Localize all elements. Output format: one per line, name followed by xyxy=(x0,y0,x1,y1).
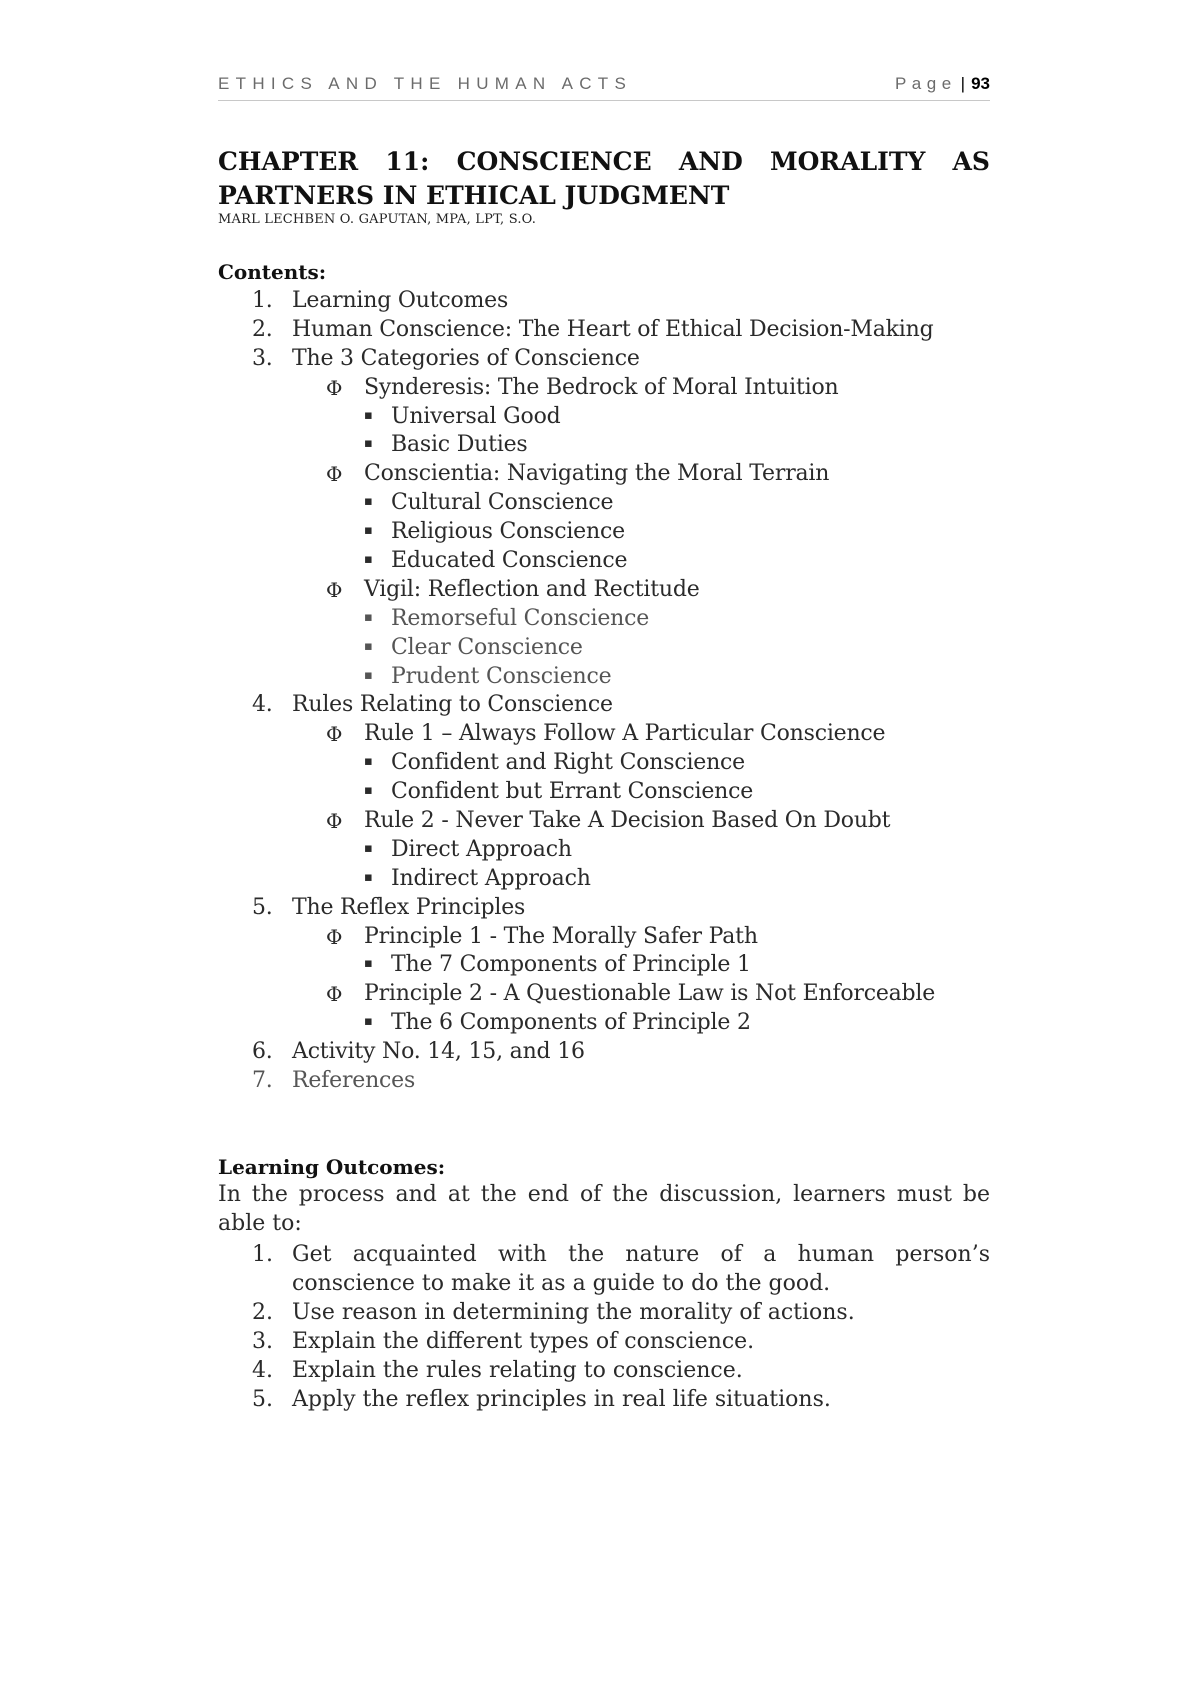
contents-list xyxy=(0,287,1200,1096)
contents-item xyxy=(0,951,1200,980)
contents-item xyxy=(0,518,1200,547)
contents-item xyxy=(0,403,1200,432)
phi-bullet-icon: Φ xyxy=(326,809,343,834)
contents-item-text: Conscientia: Navigating the Moral Terrain xyxy=(364,461,830,487)
contents-item-text: Confident but Errant Conscience xyxy=(391,779,754,805)
square-bullet-icon: ▪ xyxy=(364,956,373,972)
contents-item-text: The 3 Categories of Conscience xyxy=(292,345,640,371)
contents-item-text: Principle 1 - The Morally Safer Path xyxy=(364,923,758,949)
square-bullet-icon: ▪ xyxy=(364,407,373,423)
contents-item xyxy=(0,980,1200,1009)
phi-bullet-icon: Φ xyxy=(326,462,343,487)
contents-item-text: Activity No. 14, 15, and 16 xyxy=(292,1039,585,1065)
square-bullet-icon: ▪ xyxy=(364,869,373,885)
phi-bullet-icon: Φ xyxy=(326,375,343,400)
contents-item-text: Cultural Conscience xyxy=(391,490,614,516)
contents-item-text: Vigil: Reflection and Rectitude xyxy=(364,576,700,602)
contents-item-text: Direct Approach xyxy=(391,836,572,862)
contents-item xyxy=(0,547,1200,576)
learning-outcome-item xyxy=(0,1385,1200,1414)
contents-item xyxy=(0,894,1200,923)
contents-item-text: Rule 1 – Always Follow A Particular Conscience xyxy=(364,721,886,747)
contents-item-text: Clear Conscience xyxy=(391,634,583,660)
author-line: MARL LECHBEN O. GAPUTAN, MPA, LPT, S.O. xyxy=(218,212,537,227)
phi-bullet-icon: Φ xyxy=(326,577,343,602)
square-bullet-icon: ▪ xyxy=(364,523,373,539)
contents-item-text: Basic Duties xyxy=(391,432,528,458)
contents-item xyxy=(0,1038,1200,1067)
learning-outcome-text: Use reason in determining the morality of actions. xyxy=(292,1300,855,1325)
square-bullet-icon: ▪ xyxy=(364,638,373,654)
contents-item-text: The 7 Components of Principle 1 xyxy=(391,952,751,978)
item-number: 3. xyxy=(252,1329,273,1354)
chapter-title: CHAPTER 11: CONSCIENCE AND MORALITY AS PARTNERS IN ETHICAL JUDGMENT xyxy=(218,147,990,210)
learning-outcome-text: Apply the reflex principles in real life situations. xyxy=(292,1387,831,1412)
item-number: 1. xyxy=(252,288,273,313)
contents-item xyxy=(0,807,1200,836)
square-bullet-icon: ▪ xyxy=(364,552,373,568)
contents-item-text: Learning Outcomes xyxy=(292,288,509,313)
contents-item xyxy=(0,634,1200,663)
learning-outcome-text: Get acquainted with the nature of a human person’s conscience to make it as a guide to do the good. xyxy=(292,1242,990,1296)
square-bullet-icon: ▪ xyxy=(364,436,373,452)
contents-item xyxy=(0,316,1200,345)
square-bullet-icon: ▪ xyxy=(364,609,373,625)
running-title: ETHICS AND THE HUMAN ACTS xyxy=(218,74,633,93)
contents-item-text: The Reflex Principles xyxy=(292,894,526,920)
contents-item xyxy=(0,663,1200,692)
contents-heading: Contents: xyxy=(218,260,327,284)
phi-bullet-icon: Φ xyxy=(326,924,343,949)
item-number: 3. xyxy=(252,345,273,371)
learning-outcome-item xyxy=(0,1240,1200,1298)
contents-item-text: Synderesis: The Bedrock of Moral Intuition xyxy=(364,374,839,400)
square-bullet-icon: ▪ xyxy=(364,840,373,856)
contents-item-text: Prudent Conscience xyxy=(391,663,612,689)
item-number: 4. xyxy=(252,692,273,718)
contents-item xyxy=(0,1067,1200,1096)
contents-item-text: Confident and Right Conscience xyxy=(391,750,746,776)
item-number: 2. xyxy=(252,316,273,342)
contents-item-text: Educated Conscience xyxy=(391,548,628,574)
item-number: 5. xyxy=(252,894,273,920)
contents-item xyxy=(0,720,1200,749)
square-bullet-icon: ▪ xyxy=(364,754,373,770)
contents-item xyxy=(0,605,1200,634)
item-number: 5. xyxy=(252,1387,273,1412)
page-number-label xyxy=(895,74,990,94)
square-bullet-icon: ▪ xyxy=(364,667,373,683)
learning-outcomes-heading: Learning Outcomes: xyxy=(218,1155,446,1179)
contents-item-text: Rules Relating to Conscience xyxy=(292,692,613,718)
contents-item-text: References xyxy=(292,1068,416,1094)
contents-item-text: The 6 Components of Principle 2 xyxy=(391,1010,751,1036)
contents-item xyxy=(0,749,1200,778)
contents-item xyxy=(0,431,1200,460)
contents-item xyxy=(0,778,1200,807)
item-number: 2. xyxy=(252,1300,273,1325)
learning-outcome-text: Explain the different types of conscience. xyxy=(292,1329,755,1354)
contents-item xyxy=(0,460,1200,489)
learning-outcome-item xyxy=(0,1327,1200,1356)
running-header xyxy=(218,72,990,101)
contents-item-text: Indirect Approach xyxy=(391,865,591,891)
contents-item xyxy=(0,1009,1200,1038)
learning-outcome-item xyxy=(0,1356,1200,1385)
square-bullet-icon: ▪ xyxy=(364,783,373,799)
contents-item xyxy=(0,576,1200,605)
contents-item xyxy=(0,691,1200,720)
learning-outcomes-list xyxy=(0,1240,1200,1414)
page-number: 93 xyxy=(971,74,990,93)
contents-item-text: Universal Good xyxy=(391,403,561,429)
contents-item-text: Principle 2 - A Questionable Law is Not Enforceable xyxy=(364,981,936,1007)
square-bullet-icon: ▪ xyxy=(364,494,373,510)
contents-item xyxy=(0,489,1200,518)
square-bullet-icon: ▪ xyxy=(364,1014,373,1030)
contents-item xyxy=(0,836,1200,865)
page-separator: | xyxy=(960,74,966,93)
contents-item-text: Rule 2 - Never Take A Decision Based On Doubt xyxy=(364,808,891,834)
learning-outcome-text: Explain the rules relating to conscience. xyxy=(292,1358,743,1383)
learning-outcome-item xyxy=(0,1298,1200,1327)
phi-bullet-icon: Φ xyxy=(326,722,343,747)
contents-item xyxy=(0,345,1200,374)
item-number: 4. xyxy=(252,1358,273,1383)
contents-item-text: Remorseful Conscience xyxy=(391,605,650,631)
contents-item xyxy=(0,374,1200,403)
page-label: Page xyxy=(894,74,957,93)
contents-item-text: Religious Conscience xyxy=(391,519,625,545)
phi-bullet-icon: Φ xyxy=(326,982,343,1007)
item-number: 1. xyxy=(252,1242,273,1267)
learning-outcomes-intro: In the process and at the end of the discussion, learners must be able to: xyxy=(218,1182,990,1236)
contents-item xyxy=(0,865,1200,894)
contents-item xyxy=(0,923,1200,952)
item-number: 7. xyxy=(252,1068,273,1094)
item-number: 6. xyxy=(252,1039,273,1065)
contents-item xyxy=(0,287,1200,316)
contents-item-text: Human Conscience: The Heart of Ethical Decision-Making xyxy=(292,316,934,342)
